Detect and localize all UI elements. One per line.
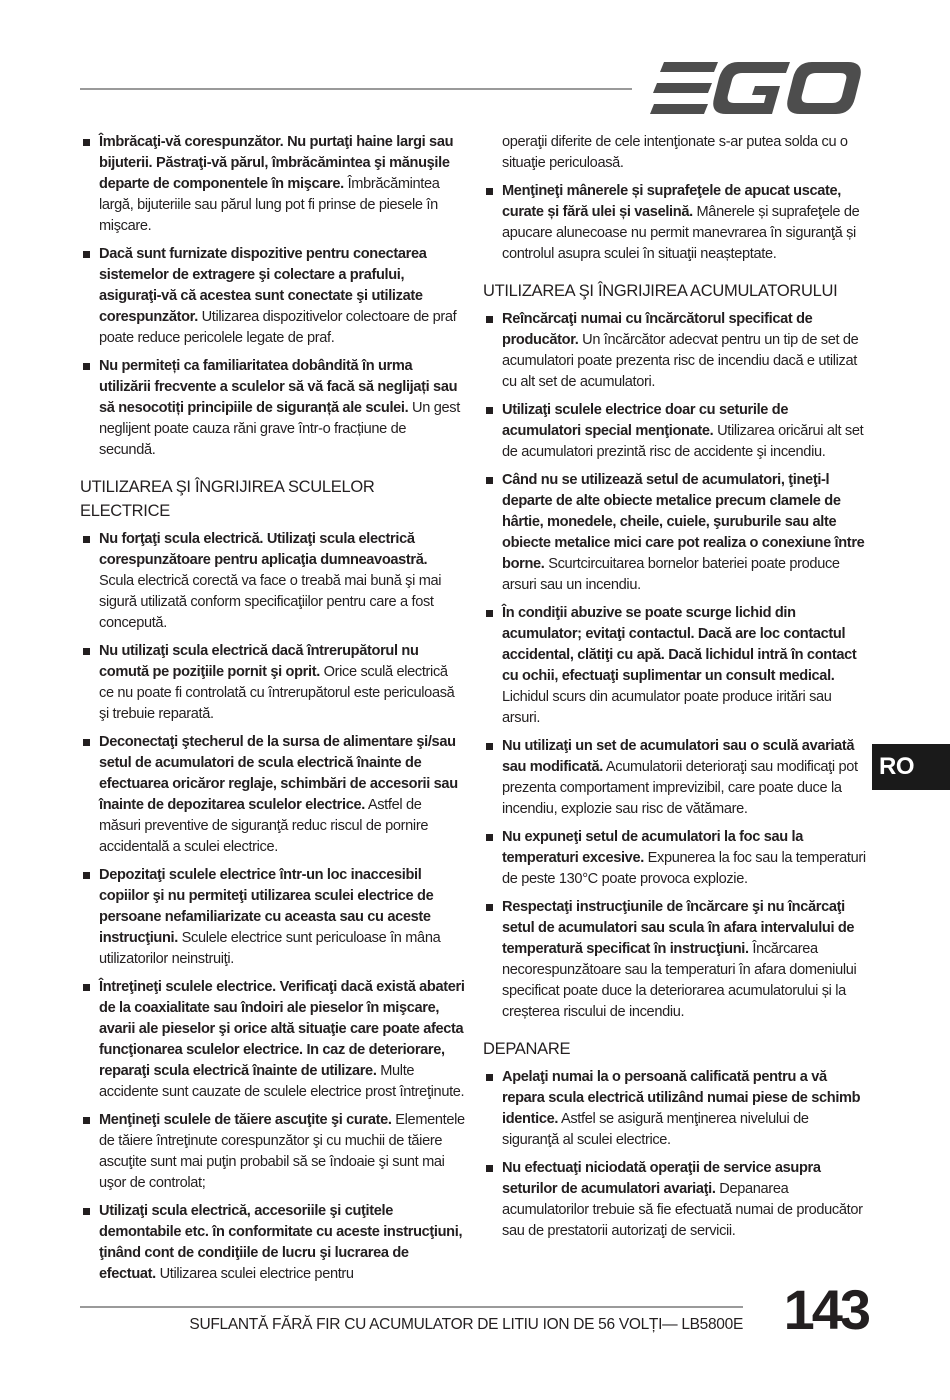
right-column <box>483 132 869 1249</box>
bullet-icon <box>486 834 493 841</box>
list-item: Îmbrăcaţi-vă corespunzător. Nu purtaţi haine largi sau bijuterii. Păstraţi-vă părul, îmbrăcămintea şi mănuşile departe de componentele în mişcare. Îmbrăcămintea largă, bijuteriile sau părul lung pot fi prinse de piesele în mişcare. <box>80 132 465 237</box>
continued-text: operaţii diferite de cele intenţionate s-ar putea solda cu o situaţie periculoasă. <box>502 134 848 171</box>
list-item: Nu permiteți ca familiaritatea dobândită în urma utilizării frecvente a sculelor să vă facă să neglijați sau să nesocotiți principiile de siguranță ale sculei. Un gest neglijent poate cauza răni grave într-o fracțiune de secundă. <box>80 356 465 461</box>
bullet-icon <box>83 1117 90 1124</box>
bullet-icon <box>83 251 90 258</box>
list-item: Utilizaţi sculele electrice doar cu seturile de acumulatori special menţionate. Utilizarea oricărui alt set de acumulatori prezintă risc de accidente şi incendiu. <box>483 400 869 463</box>
list-item: Menţineţi sculele de tăiere ascuţite şi curate. Elementele de tăiere întreţinute corespunzător şi cu muchii de tăiere ascuţite sunt mai puţin probabil să se îndoaie şi sunt mai uşor de controlat; <box>80 1110 465 1194</box>
list-item: Respectaţi instrucţiunile de încărcare şi nu încărcaţi setul de acumulatori sau scula în afara intervalului de temperatură specificat în instrucţiuni. Încărcarea necorespunzătoare sau la temperaturi în afara domeniului specificat poate duce la deteriorarea acumulatorului și la creșterea riscului de incendiu. <box>483 897 869 1023</box>
list-item: Apelaţi numai la o persoană calificată pentru a vă repara scula electrică utilizând numai piese de schimb identice. Astfel se asigură menţinerea nivelului de siguranţă al sculei electrice. <box>483 1067 869 1151</box>
bullet-icon <box>83 872 90 879</box>
bullet-icon <box>486 477 493 484</box>
list-item: Deconectaţi ştecherul de la sursa de alimentare şi/sau setul de acumulatori de scula electrică înainte de efectuarea oricăror reglaje, schimbări de accesorii sau înainte de depozitarea sculelor electrice. Astfel de măsuri preventive de siguranţă reduc riscul de pornire accidentală a sculei electrice. <box>80 732 465 858</box>
list-item: Când nu se utilizează setul de acumulatori, ţineţi-l departe de alte obiecte metalice precum clamele de hârtie, monedele, cheile, cuiele, şuruburile sau alte obiecte metalice mici care pot realiza o conexiune între borne. Scurtcircuitarea bornelor bateriei poate produce arsuri sau un incendiu. <box>483 470 869 596</box>
bullet-icon <box>83 1208 90 1215</box>
left-column <box>80 132 465 1292</box>
page-number: 143 <box>783 1278 868 1341</box>
bullet-icon <box>83 648 90 655</box>
bullet-icon <box>486 407 493 414</box>
bullet-icon <box>83 739 90 746</box>
section-heading-battery: UTILIZAREA ŞI ÎNGRIJIREA ACUMULATORULUI <box>483 282 838 300</box>
list-item: Depozitaţi sculele electrice într-un loc inaccesibil copiilor şi nu permiteţi utilizarea sculei electrice de persoane nefamiliarizate cu aceasta sau cu aceste instrucţiuni. Sculele electrice sunt periculoase în mâna utilizatorilor neinstruiţi. <box>80 865 465 970</box>
section-heading-tools: UTILIZAREA ŞI ÎNGRIJIREA SCULELOR ELECTRICE <box>80 478 375 520</box>
list-item: Nu expuneţi setul de acumulatori la foc sau la temperaturi excesive. Expunerea la foc sau la temperaturi de peste 130°C poate provoca explozie. <box>483 827 869 890</box>
bullet-icon <box>83 536 90 543</box>
header-rule <box>80 88 632 90</box>
bullet-icon <box>486 316 493 323</box>
bullet-icon <box>83 984 90 991</box>
bullet-icon <box>83 139 90 146</box>
list-item: Nu utilizaţi un set de acumulatori sau o sculă avariată sau modificată. Acumulatorii deterioraţi sau modificaţi pot prezenta comportament imprevizibil, care poate duce la incendiu, explozie sau risc de vătămare. <box>483 736 869 820</box>
section-heading-service: DEPANARE <box>483 1040 571 1058</box>
bullet-icon <box>486 188 493 195</box>
list-item: Nu forţaţi scula electrică. Utilizaţi scula electrică corespunzătoare pentru aplicaţia dumneavoastră. Scula electrică corectă va face o treabă mai bună şi mai sigură utilizată conform specificaţiilor pentru care a fost concepută. <box>80 529 465 634</box>
list-item: Întreţineţi sculele electrice. Verificaţi dacă există abateri de la coaxialitate sau îndoiri ale pieselor în mişcare, avarii ale pieselor şi orice altă situaţie care poate afecta funcţionarea sculelor electrice. In caz de deteriorare, reparaţi scula electrică înainte de utilizare. Multe accidente sunt cauzate de sculele electrice prost întreţinute. <box>80 977 465 1103</box>
list-item: Reîncărcaţi numai cu încărcătorul specificat de producător. Un încărcător adecvat pentru un tip de set de acumulatori poate prezenta risc de incendiu dacă e utilizat cu alt set de acumulatori. <box>483 309 869 393</box>
bullet-icon <box>486 1074 493 1081</box>
list-item: Menţineţi mânerele și suprafeţele de apucat uscate, curate și fără ulei și vaselină. Mânerele și suprafeţele de apucare alunecoase nu permit manevrarea în siguranţă și controlul asupra sculei în situaţii neașteptate. <box>483 181 869 265</box>
language-tab: RO <box>872 744 950 790</box>
list-item: Utilizaţi scula electrică, accesoriile şi cuţitele demontabile etc. în conformitate cu aceste instrucţiuni, ţinând cont de condiţiile de lucru şi lucrarea de efectuat. Utilizarea sculei electrice pentru <box>80 1201 465 1285</box>
footer-rule <box>80 1306 743 1308</box>
bullet-icon <box>486 743 493 750</box>
list-item: În condiţii abuzive se poate scurge lichid din acumulator; evitaţi contactul. Dacă are loc contactul accidental, clătiţi cu apă. Dacă lichidul intră în contact cu ochii, efectuaţi suplimentar un consult medical. Lichidul scurs din acumulator poate produce iritări sau arsuri. <box>483 603 869 729</box>
bullet-icon <box>486 1165 493 1172</box>
list-item: Nu utilizaţi scula electrică dacă întrerupătorul nu comută pe poziţiile pornit şi oprit. Orice sculă electrică ce nu poate fi controlată cu întrerupătorul este periculoasă şi trebuie reparată. <box>80 641 465 725</box>
footer-title: SUFLANTĂ FĂRĂ FIR CU ACUMULATOR DE LITIU ION DE 56 VOLȚI— LB5800E <box>189 1316 743 1333</box>
bullet-icon <box>486 904 493 911</box>
ego-logo <box>650 62 862 114</box>
bullet-icon <box>83 363 90 370</box>
list-item: Nu efectuaţi niciodată operaţii de service asupra seturilor de acumulatori avariaţi. Depanarea acumulatorilor trebuie să fie efectuată numai de producător sau de prestatorii autorizaţi de servicii. <box>483 1158 869 1242</box>
bullet-icon <box>486 610 493 617</box>
list-item: Dacă sunt furnizate dispozitive pentru conectarea sistemelor de extragere şi colectare a prafului, asiguraţi-vă că acestea sunt conectate şi utilizate corespunzător. Utilizarea dispozitivelor colectoare de praf poate reduce pericolele legate de praf. <box>80 244 465 349</box>
